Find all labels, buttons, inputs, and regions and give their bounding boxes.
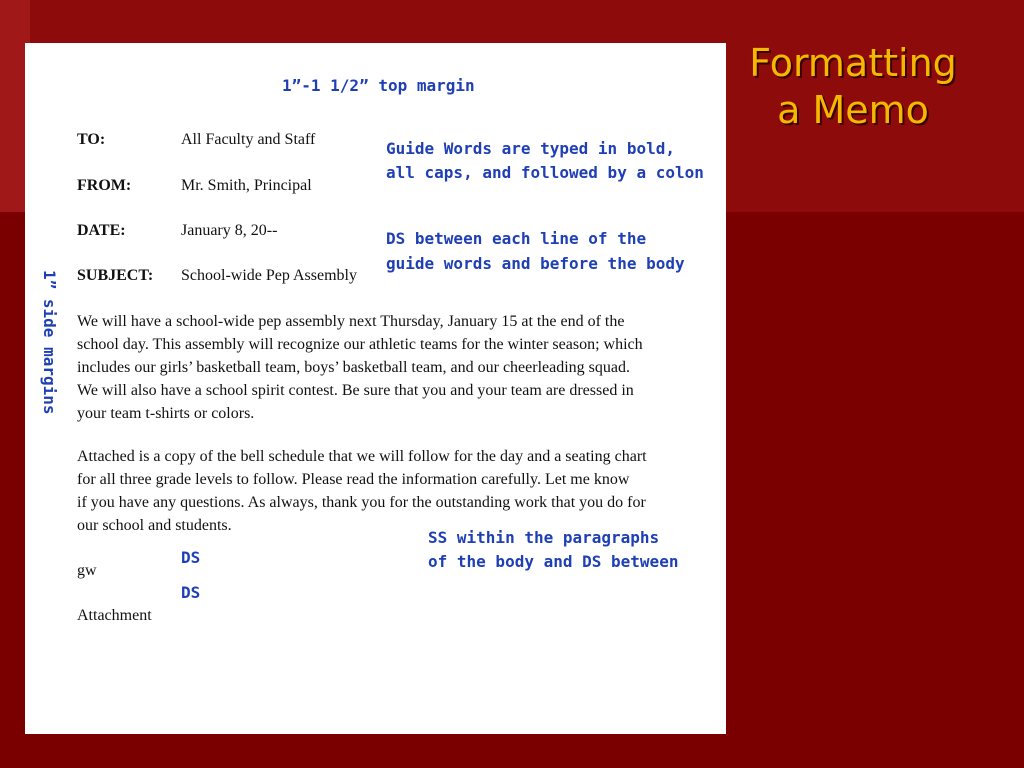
top-margin-note: 1”-1 1/2” top margin — [282, 76, 475, 95]
body-line: for all three grade levels to follow. Please read the information carefully. Let me know — [77, 471, 630, 488]
guide-words-note-line-2: all caps, and followed by a colon — [386, 163, 704, 182]
attachment-notation: Attachment — [77, 607, 152, 624]
body-line: school day. This assembly will recognize our athletic teams for the winter season; which — [77, 336, 643, 353]
body-line: Attached is a copy of the bell schedule that we will follow for the day and a seating chart — [77, 448, 647, 465]
ds-guide-note-line-1: DS between each line of the — [386, 229, 647, 248]
heading-date-label: DATE: — [77, 222, 126, 239]
body-line: our school and students. — [77, 517, 232, 534]
ds-note-after-body: DS — [181, 548, 201, 567]
body-line: if you have any questions. As always, thank you for the outstanding work that you do for — [77, 494, 646, 511]
side-margins-note: 1” side margins — [40, 270, 59, 415]
reference-initials: gw — [77, 562, 97, 579]
body-paragraph-1 — [77, 310, 712, 425]
heading-to-value: All Faculty and Staff — [181, 131, 316, 148]
guide-words-note-line-1: Guide Words are typed in bold, — [386, 139, 675, 158]
heading-to-label: TO: — [77, 131, 106, 148]
heading-from-label: FROM: — [77, 177, 132, 194]
heading-subject-label: SUBJECT: — [77, 267, 154, 284]
heading-from-value: Mr. Smith, Principal — [181, 177, 312, 194]
ss-body-note-line-2: of the body and DS between — [428, 552, 679, 571]
body-line: We will also have a school spirit contest. Be sure that you and your team are dressed in — [77, 382, 634, 399]
ds-guide-note-line-2: guide words and before the body — [386, 254, 685, 273]
body-line: your team t-shirts or colors. — [77, 405, 255, 422]
body-line: includes our girls’ basketball team, boys’ basketball team, and our cheerleading squad. — [77, 359, 631, 376]
body-paragraph-2 — [77, 445, 712, 537]
heading-date-value: January 8, 20-- — [181, 222, 278, 239]
body-line: We will have a school-wide pep assembly next Thursday, January 15 at the end of the — [77, 313, 625, 330]
slide-title — [735, 40, 971, 134]
slide-title-line-2: a Memo — [777, 88, 929, 132]
ds-note-after-initials: DS — [181, 583, 201, 602]
ss-body-note-line-1: SS within the paragraphs — [428, 528, 660, 547]
heading-subject-value: School-wide Pep Assembly — [181, 267, 357, 284]
slide-title-line-1: Formatting — [749, 41, 957, 85]
